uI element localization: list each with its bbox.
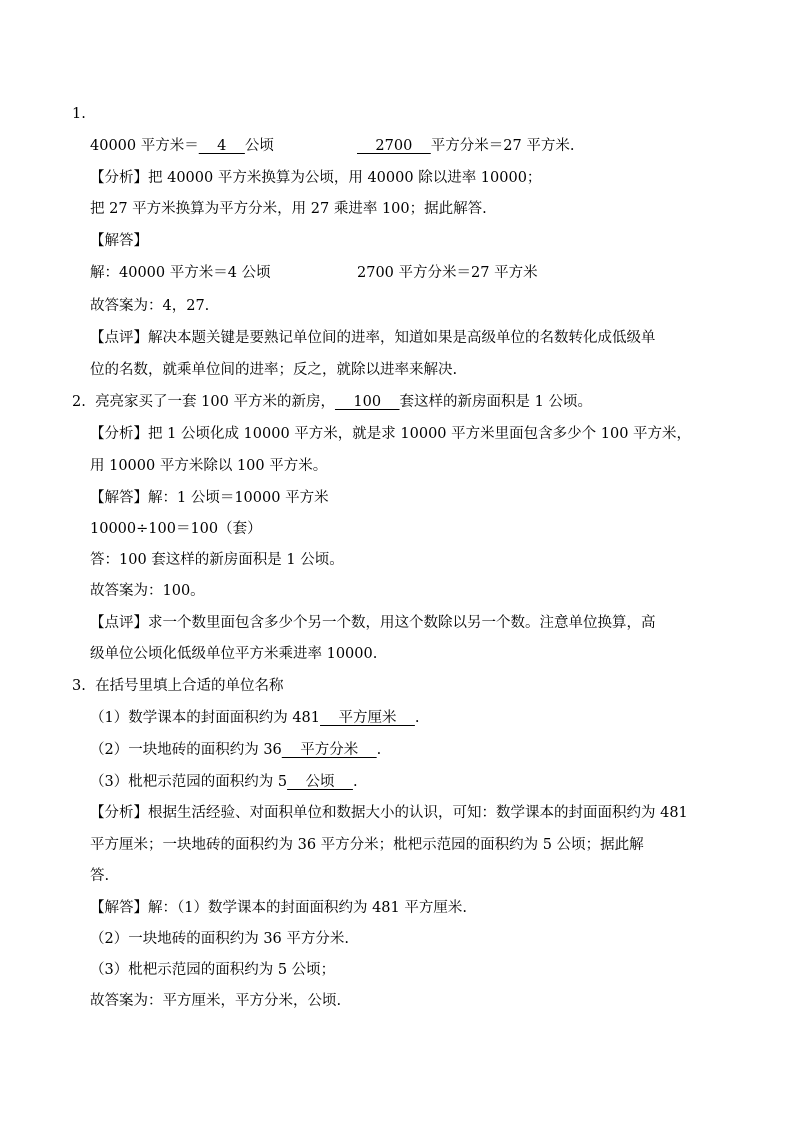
q1-final-answer: 故答案为：4，27. [90,298,210,314]
q3-answer-text1: 解：（1）数学课本的封面面积约为 481 平方厘米. [148,900,467,916]
q2-final-answer: 故答案为：100。 [90,583,205,599]
q2-answer-text1: 解：1 公顷＝10000 平方米 [148,490,329,506]
q3-title: 在括号里填上合适的单位名称 [95,678,284,694]
q3-analysis-line2: 平方厘米；一块地砖的面积约为 36 平方分米；枇杷示范园的面积约为 5 公顷；据此解 [90,837,644,853]
q3-item1-blank: 平方厘米 [320,710,415,726]
q3-item3-post: . [352,774,358,790]
q3-analysis-text1: 根据生活经验、对面积单位和数据大小的认识，可知：数学课本的封面面积约为 481 [148,805,688,821]
q3-item3-pre: （3）枇杷示范园的面积约为 5 [90,774,288,790]
q3-analysis-tag: 【分析】 [90,805,148,821]
q3-item2-blank: 平方分米 [281,742,377,758]
q3-final-answer: 故答案为：平方厘米，平方分米，公顷. [90,993,342,1009]
q1-analysis-line2: 把 27 平方米换算为平方分米，用 27 乘进率 100；据此解答. [90,201,487,217]
q1-answer-tag: 【解答】 [90,233,148,249]
q2-answer-line2: 10000÷100＝100（套） [90,521,262,537]
q2-answer-tag: 【解答】 [90,490,148,506]
q1-line1-b [357,136,574,156]
q3-answer-tag: 【解答】 [90,900,148,916]
q1-analysis-tag: 【分析】 [90,170,148,186]
q3-answer-line1 [90,898,467,918]
q3-item3 [90,772,358,792]
q1-line1-b-post: 平方分米＝27 平方米. [430,138,575,154]
q3-item1-post: . [414,710,420,726]
q3-item3-blank: 公顷 [287,774,353,790]
q2-comment-line1 [90,613,656,633]
q2-comment-tag: 【点评】 [90,615,148,631]
q2-question [72,392,592,412]
q1-answer-blank-a: 4 [198,138,245,154]
q3-answer-line2: （2）一块地砖的面积约为 36 平方分米. [90,931,350,947]
q3-answer-line3: （3）枇杷示范园的面积约为 5 公顷； [90,962,336,978]
q1-answer-b: 2700 平方分米＝27 平方米 [357,265,538,281]
q1-answer-a: 解：40000 平方米＝4 公顷 [90,265,271,281]
q1-number: 1. [72,106,86,122]
q1-line1-a [90,136,274,156]
q2-number: 2. [72,394,86,410]
q2-analysis-line1 [90,424,691,444]
q1-analysis-line1 [90,168,541,188]
q2-analysis-tag: 【分析】 [90,426,148,442]
q1-comment-tag: 【点评】 [90,330,148,346]
q1-comment-line2: 位的名数，就乘单位间的进率；反之，就除以进率来解决. [90,362,458,378]
q1-line1-a-pre: 40000 平方米＝ [90,138,199,154]
q3-analysis-line1 [90,803,688,823]
q2-comment-text1: 求一个数里面包含多少个另一个数，用这个数除以另一个数。注意单位换算，高 [148,615,656,631]
q2-question-pre: 亮亮家买了一套 100 平方米的新房， [95,394,335,410]
q2-answer-blank: 100 [334,394,400,410]
q1-analysis-text1: 把 40000 平方米换算为公顷，用 40000 除以进率 10000； [148,170,542,186]
q2-answer-line3: 答：100 套这样的新房面积是 1 公顷。 [90,552,344,568]
q2-comment-line2: 级单位公顷化低级单位平方米乘进率 10000. [90,646,378,662]
q3-item2-pre: （2）一块地砖的面积约为 36 [90,742,282,758]
q1-comment-line1 [90,328,656,348]
q2-analysis-text1: 把 1 公顷化成 10000 平方米，就是求 10000 平方米里面包含多少个 100 平方米， [148,426,692,442]
q3-item2-post: . [376,742,382,758]
q3-title-line [72,676,284,696]
q2-analysis-line2: 用 10000 平方米除以 100 平方米。 [90,458,328,474]
q3-item2 [90,740,381,760]
q2-question-post: 套这样的新房面积是 1 公顷。 [399,394,592,410]
q3-number: 3. [72,678,86,694]
q2-answer-line1 [90,488,329,508]
q3-analysis-line3: 答. [90,868,110,884]
q1-line1-a-post: 公顷 [244,138,274,154]
q1-answer-blank-b: 2700 [357,138,431,154]
q1-comment-text1: 解决本题关键是要熟记单位间的进率，知道如果是高级单位的名数转化成低级单 [148,330,656,346]
q3-item1 [90,708,420,728]
q3-item1-pre: （1）数学课本的封面面积约为 481 [90,710,321,726]
